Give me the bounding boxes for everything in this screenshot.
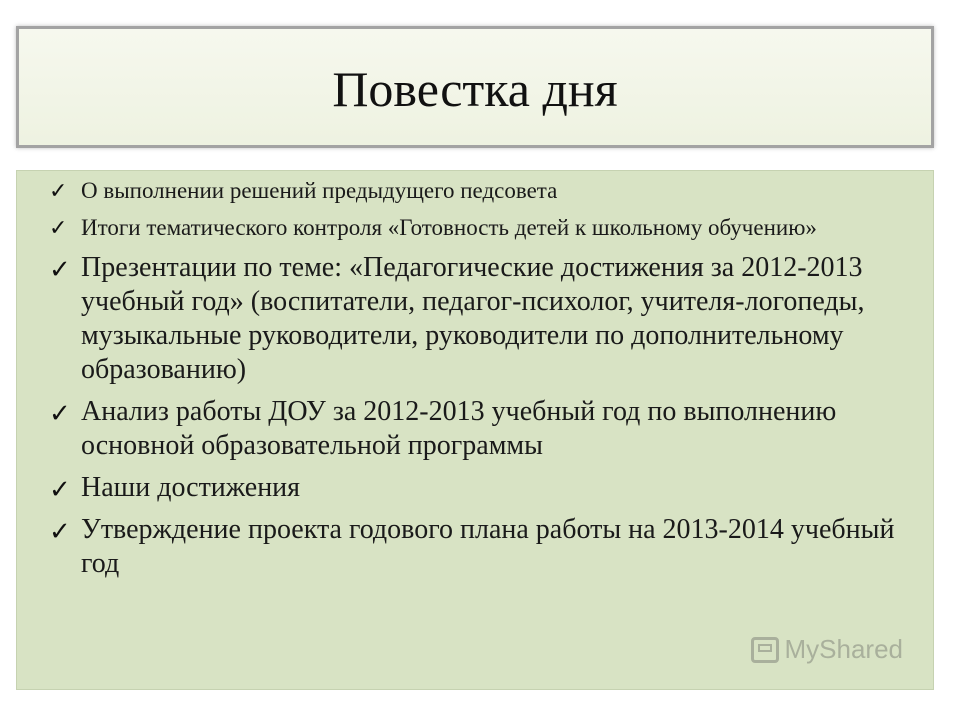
slide-title: Повестка дня xyxy=(332,61,618,117)
agenda-item xyxy=(49,471,913,505)
agenda-item-text: Наши достижения xyxy=(81,472,301,503)
checkmark-icon: ✓ xyxy=(49,215,68,240)
agenda-item xyxy=(49,177,913,204)
watermark-logo xyxy=(751,634,904,665)
agenda-item-text: Итоги тематического контроля «Готовность детей к школьному обучению» xyxy=(81,215,817,240)
agenda-box xyxy=(16,170,934,690)
agenda-item xyxy=(49,513,913,581)
presentation-icon xyxy=(751,637,779,663)
agenda-item-text: Анализ работы ДОУ за 2012-2013 учебный год по выполнению основной образовательной программы xyxy=(81,396,837,461)
checkmark-icon: ✓ xyxy=(49,475,71,504)
agenda-item-text: Презентации по теме: «Педагогические достижения за 2012-2013 учебный год» (воспитатели, педагог-психолог, учителя-логопеды, музыкальные руководители, руководители по дополнительному образованию) xyxy=(81,252,865,385)
checkmark-icon: ✓ xyxy=(49,517,71,546)
title-box xyxy=(16,26,934,148)
checkmark-icon: ✓ xyxy=(49,255,71,284)
agenda-item xyxy=(49,214,913,241)
agenda-item xyxy=(49,395,913,463)
agenda-item-text: Утверждение проекта годового плана работы на 2013-2014 учебный год xyxy=(81,514,895,579)
agenda-list xyxy=(49,177,913,589)
checkmark-icon: ✓ xyxy=(49,399,71,428)
agenda-item-text: О выполнении решений предыдущего педсовета xyxy=(81,178,558,203)
agenda-item xyxy=(49,251,913,387)
checkmark-icon: ✓ xyxy=(49,178,68,203)
watermark-text: MyShared xyxy=(784,634,903,664)
